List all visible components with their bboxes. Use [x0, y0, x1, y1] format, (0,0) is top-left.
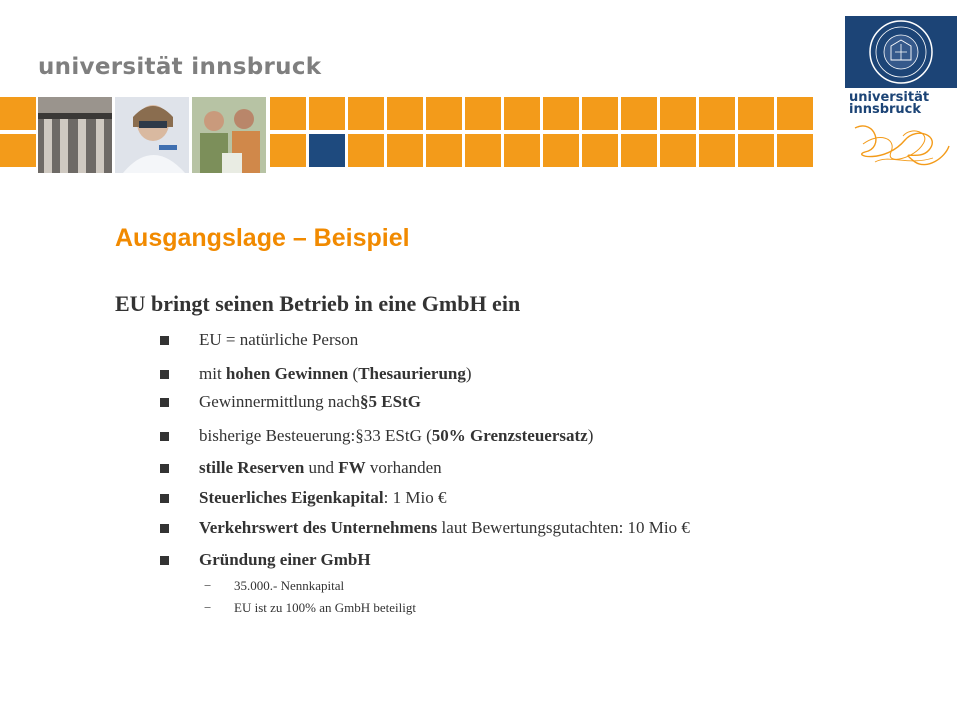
bullet-text-run: vorhanden	[365, 458, 442, 477]
bullet-square-icon	[160, 464, 169, 473]
bullet-text-run: EU = natürliche Person	[199, 330, 359, 349]
bullet-text-bold: Verkehrswert des Unternehmens	[199, 518, 438, 537]
header-tile	[660, 97, 696, 130]
building-photo	[38, 97, 112, 173]
bullet-item	[160, 550, 371, 570]
bullet-text	[199, 550, 371, 570]
bullet-square-icon	[160, 398, 169, 407]
bullet-item	[160, 330, 358, 350]
header-tile	[660, 134, 696, 167]
bullet-text-run: mit	[199, 364, 226, 383]
logo-wordmark	[849, 92, 929, 116]
bullet-item	[160, 392, 421, 412]
header-tile	[582, 134, 618, 167]
bullet-text-run: bisherige Besteuerung:§33 EStG (	[199, 426, 432, 445]
bullet-text	[199, 518, 690, 538]
logo-scribble-graphic	[845, 118, 957, 170]
sub-bullet-text: 35.000.- Nennkapital	[234, 578, 345, 593]
bullet-text	[199, 392, 421, 412]
bullet-text-run: : 1 Mio €	[383, 488, 447, 507]
header-tile	[348, 134, 384, 167]
slide-subtitle: EU bringt seinen Betrieb in eine GmbH ein	[115, 291, 521, 316]
brand-wordmark: universität innsbruck	[38, 54, 322, 80]
dash-icon: −	[204, 578, 212, 593]
bullet-text-run: Gewinnermittlung nach	[199, 392, 360, 411]
bullet-text	[199, 488, 446, 508]
header-tile	[387, 97, 423, 130]
bullet-item	[160, 364, 472, 384]
bullet-text-bold: Steuerliches Eigenkapital	[199, 488, 384, 507]
scientist-photo	[115, 97, 189, 173]
bullet-text	[199, 330, 358, 350]
slide-title: Ausgangslage – Beispiel	[115, 224, 410, 252]
bullet-text-bold: stille Reserven	[199, 458, 305, 477]
bullet-text-bold: Thesaurierung	[358, 364, 466, 383]
header-tile	[738, 134, 774, 167]
university-logo	[845, 16, 957, 170]
header-tile	[699, 134, 735, 167]
header-tile	[504, 97, 540, 130]
bullet-item	[160, 426, 593, 446]
header-tile	[426, 134, 462, 167]
bullet-text	[199, 458, 442, 478]
header-tile-band	[0, 97, 842, 173]
header-tile	[0, 97, 36, 130]
sub-bullet-item	[204, 600, 416, 616]
bullet-square-icon	[160, 556, 169, 565]
bullet-square-icon	[160, 336, 169, 345]
sub-bullet-text: EU ist zu 100% an GmbH beteiligt	[234, 600, 416, 615]
bullet-text-run: und	[304, 458, 339, 477]
bullet-text-run: )	[465, 364, 472, 383]
header-tile	[582, 97, 618, 130]
sub-bullet-item	[204, 578, 344, 594]
header-tile	[270, 134, 306, 167]
header-tile	[621, 97, 657, 130]
bullet-text-run: laut Bewertungsgutachten: 10 Mio €	[437, 518, 690, 537]
bullet-text	[199, 364, 472, 384]
header-tile	[309, 134, 345, 167]
dash-icon: −	[204, 600, 212, 615]
bullet-text-bold: Gründung einer GmbH	[199, 550, 371, 569]
bullet-square-icon	[160, 494, 169, 503]
logo-line-1: universität	[849, 90, 930, 105]
header-tile	[0, 134, 36, 167]
header-tile	[348, 97, 384, 130]
bullet-square-icon	[160, 524, 169, 533]
logo-seal-panel	[845, 16, 957, 88]
header-tile	[465, 97, 501, 130]
bullet-text-bold: hohen Gewinnen	[225, 364, 349, 383]
header-tile	[777, 97, 813, 130]
header-tile	[543, 97, 579, 130]
bullet-item	[160, 488, 446, 508]
bullet-text-run: (	[348, 364, 359, 383]
header-tile	[621, 134, 657, 167]
logo-line-2: innsbruck	[849, 102, 922, 117]
header-tile	[738, 97, 774, 130]
bullet-square-icon	[160, 432, 169, 441]
header-tile	[309, 97, 345, 130]
bullet-text-bold: 50% Grenzsteuersatz	[431, 426, 588, 445]
header-tile	[777, 134, 813, 167]
bullet-text	[199, 426, 593, 446]
header-tile	[465, 134, 501, 167]
header-tile	[426, 97, 462, 130]
header-tile	[270, 97, 306, 130]
header-tile	[699, 97, 735, 130]
bullet-text-bold: FW	[338, 458, 366, 477]
students-photo	[192, 97, 266, 173]
bullet-text-run: )	[587, 426, 594, 445]
bullet-square-icon	[160, 370, 169, 379]
header-tile	[543, 134, 579, 167]
bullet-item	[160, 518, 690, 538]
bullet-text-bold: §5 EStG	[360, 392, 421, 411]
header-tile	[387, 134, 423, 167]
bullet-item	[160, 458, 442, 478]
header-tile	[504, 134, 540, 167]
